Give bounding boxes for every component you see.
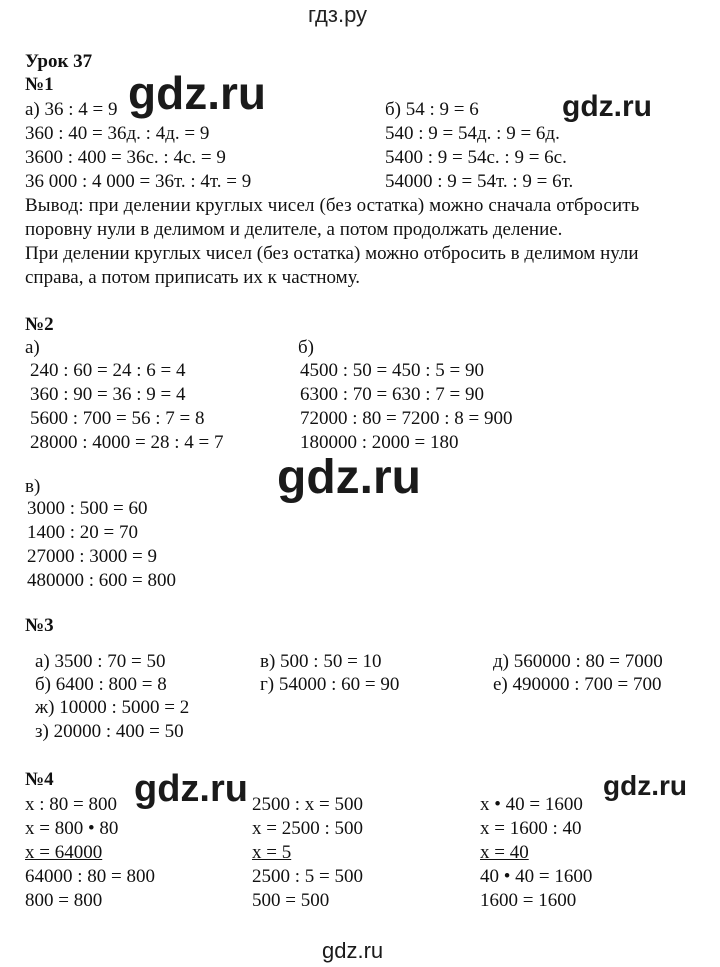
task4-line: 64000 : 80 = 800	[25, 866, 155, 887]
watermark: gdz.ru	[562, 90, 652, 123]
task4-line: 40 • 40 = 1600	[480, 866, 593, 887]
task1-conclusion: Вывод: при делении круглых чисел (без остатка) можно сначала отбросить	[25, 195, 640, 216]
task2-a-line: 5600 : 700 = 56 : 7 = 8	[30, 408, 205, 429]
task4-line: 500 = 500	[252, 890, 330, 911]
task3-line: з) 20000 : 400 = 50	[35, 721, 184, 742]
task1-conclusion: При делении круглых чисел (без остатка) можно отбросить в делимом нули	[25, 243, 639, 264]
task2-v-label: в)	[25, 476, 41, 497]
lesson-title: Урок 37	[25, 51, 93, 72]
task4-line: x : 80 = 800	[25, 794, 117, 815]
task3-line: д) 560000 : 80 = 7000	[493, 651, 663, 672]
task1-left-line: а) 36 : 4 = 9	[25, 99, 118, 120]
task1-left-line: 360 : 40 = 36д. : 4д. = 9	[25, 123, 210, 144]
task3-line: в) 500 : 50 = 10	[260, 651, 382, 672]
task1-right-line: б) 54 : 9 = 6	[385, 99, 479, 120]
task4-answer: x = 5	[252, 842, 292, 863]
task2-a-line: 28000 : 4000 = 28 : 4 = 7	[30, 432, 224, 453]
task4-line: x = 800 • 80	[25, 818, 119, 839]
task3-label: №3	[25, 615, 54, 636]
footer-watermark: gdz.ru	[322, 938, 384, 963]
task2-b-line: 6300 : 70 = 630 : 7 = 90	[300, 384, 484, 405]
task4-answer: x = 64000	[25, 842, 103, 863]
task2-b-line: 72000 : 80 = 7200 : 8 = 900	[300, 408, 513, 429]
task3-line: ж) 10000 : 5000 = 2	[35, 697, 190, 718]
watermark: gdz.ru	[128, 67, 266, 119]
task1-left-line: 36 000 : 4 000 = 36т. : 4т. = 9	[25, 171, 252, 192]
task1-conclusion: справа, а потом приписать их к частному.	[25, 267, 361, 288]
task2-v-line: 3000 : 500 = 60	[27, 498, 148, 519]
task4-line: 1600 = 1600	[480, 890, 577, 911]
watermark: gdz.ru	[134, 768, 248, 810]
task4-line: x = 2500 : 500	[252, 818, 363, 839]
task1-label: №1	[25, 74, 54, 95]
task2-a-label: а)	[25, 337, 40, 358]
task2-label: №2	[25, 314, 54, 335]
task2-b-line: 180000 : 2000 = 180	[300, 432, 459, 453]
watermark: gdz.ru	[603, 770, 687, 801]
task2-a-line: 360 : 90 = 36 : 9 = 4	[30, 384, 186, 405]
task4-line: 800 = 800	[25, 890, 103, 911]
task2-v-line: 27000 : 3000 = 9	[27, 546, 157, 567]
watermark: gdz.ru	[277, 451, 421, 504]
task4-line: 2500 : 5 = 500	[252, 866, 363, 887]
task2-b-line: 4500 : 50 = 450 : 5 = 90	[300, 360, 484, 381]
task3-line: е) 490000 : 700 = 700	[493, 674, 662, 695]
task4-line: 2500 : x = 500	[252, 794, 363, 815]
task2-b-label: б)	[298, 337, 314, 358]
task2-v-line: 480000 : 600 = 800	[27, 570, 176, 591]
task3-line: а) 3500 : 70 = 50	[35, 651, 166, 672]
site-header[interactable]: гдз.ру	[308, 2, 368, 27]
task4-label: №4	[25, 769, 54, 790]
task3-line: г) 54000 : 60 = 90	[260, 674, 400, 695]
task4-line: x • 40 = 1600	[480, 794, 583, 815]
task4-line: x = 1600 : 40	[480, 818, 582, 839]
task4-answer: x = 40	[480, 842, 529, 863]
task1-right-line: 540 : 9 = 54д. : 9 = 6д.	[385, 123, 560, 144]
task1-right-line: 5400 : 9 = 54с. : 9 = 6с.	[385, 147, 567, 168]
task3-line: б) 6400 : 800 = 8	[35, 674, 167, 695]
task1-right-line: 54000 : 9 = 54т. : 9 = 6т.	[385, 171, 574, 192]
task2-a-line: 240 : 60 = 24 : 6 = 4	[30, 360, 186, 381]
task1-left-line: 3600 : 400 = 36с. : 4с. = 9	[25, 147, 226, 168]
task1-conclusion: поровну нули в делимом и делителе, а потом продолжать деление.	[25, 219, 563, 240]
task2-v-line: 1400 : 20 = 70	[27, 522, 138, 543]
